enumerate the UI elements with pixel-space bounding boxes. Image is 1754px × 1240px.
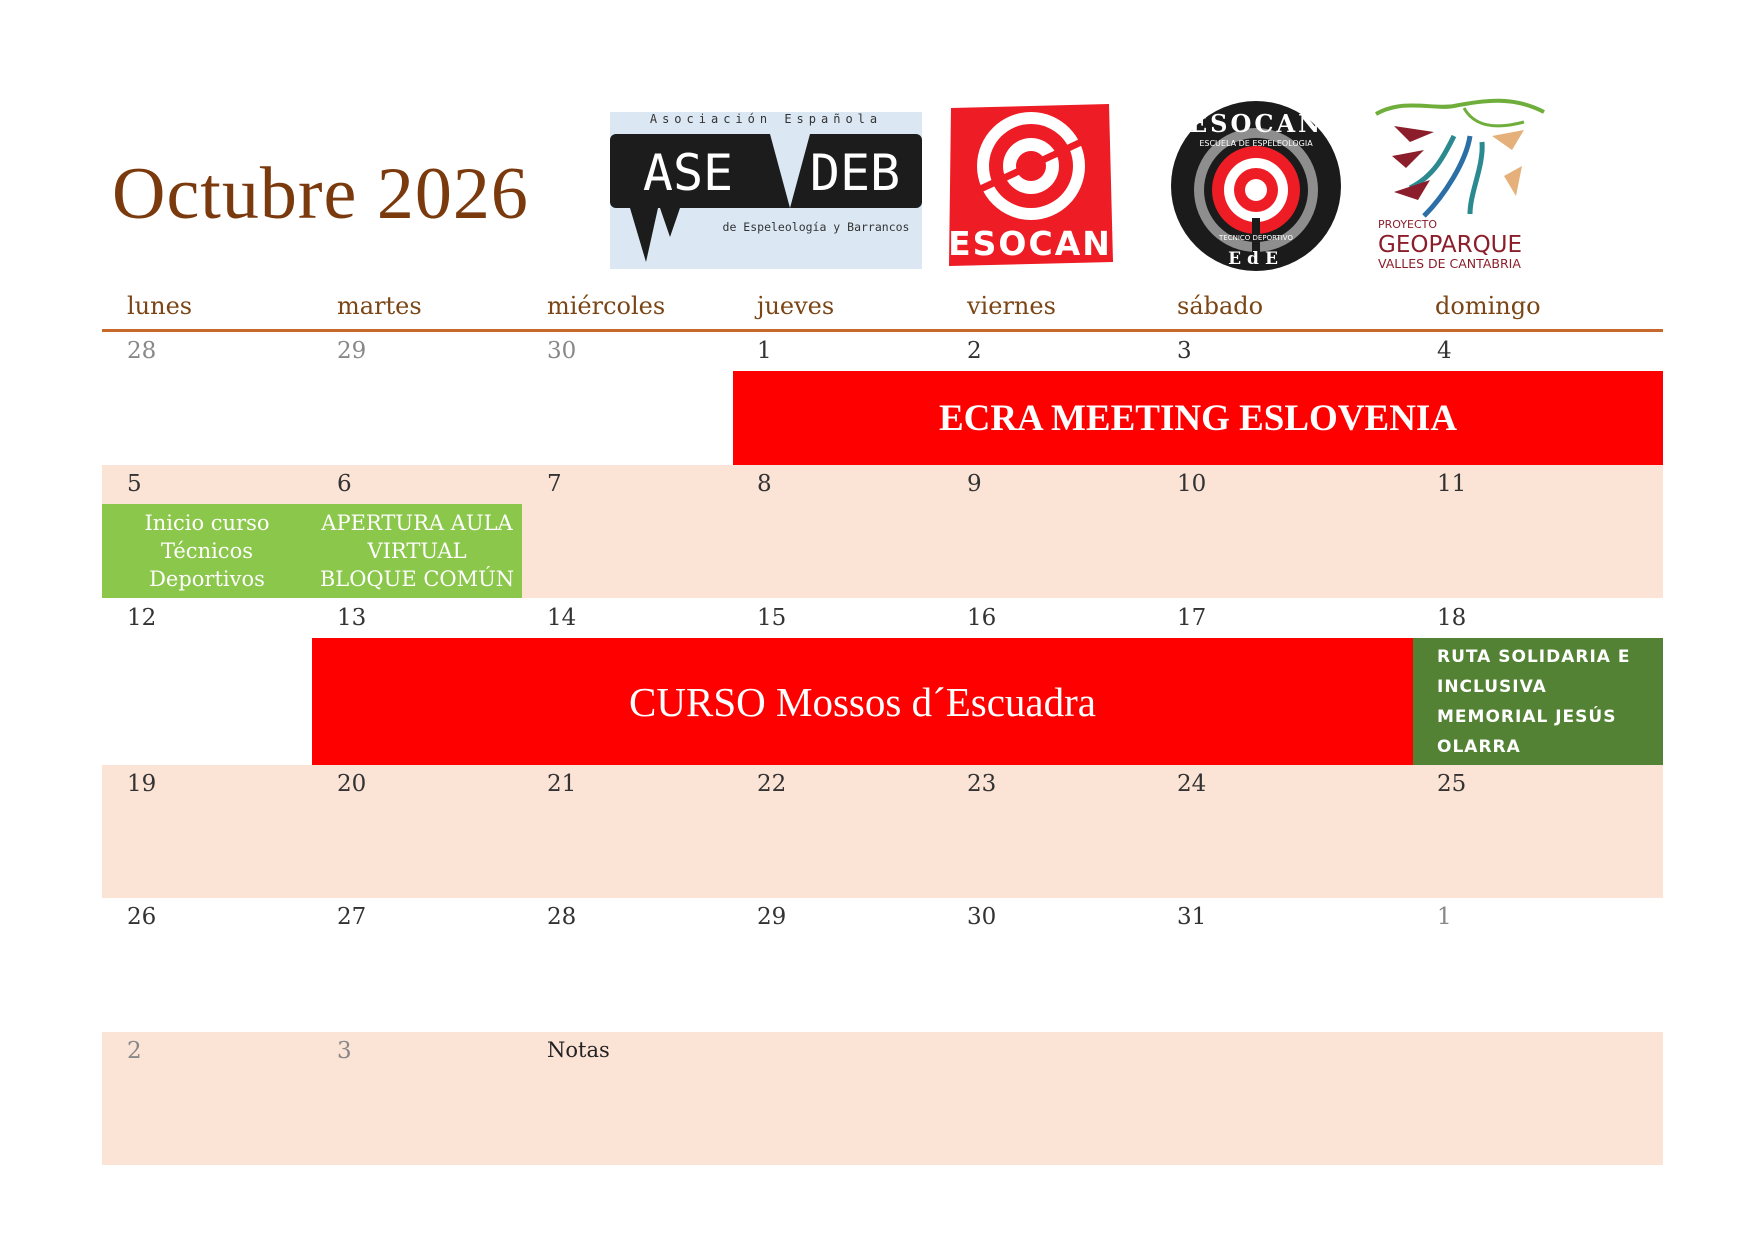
- day-number[interactable]: 6: [337, 471, 352, 497]
- esocan-ede-ring-top: ESCUELA DE ESPELEOLOGIA: [1199, 139, 1313, 148]
- header-rule: [102, 329, 1663, 332]
- day-number[interactable]: 3: [337, 1038, 352, 1064]
- day-number[interactable]: 4: [1437, 338, 1452, 364]
- day-number[interactable]: 27: [337, 904, 367, 930]
- day-number[interactable]: 11: [1437, 471, 1467, 497]
- weekday-header-viernes: viernes: [967, 292, 1056, 320]
- day-number[interactable]: 29: [337, 338, 367, 364]
- day-number[interactable]: 30: [547, 338, 577, 364]
- notes-label: Notas: [547, 1038, 610, 1062]
- weekday-header-miercoles: miércoles: [547, 292, 666, 320]
- weekday-header-martes: martes: [337, 292, 422, 320]
- asedeb-main-left: ASE: [642, 144, 734, 202]
- weekday-header-lunes: lunes: [127, 292, 193, 320]
- event-inicio-curso[interactable]: Inicio curso Técnicos Deportivos: [102, 504, 312, 598]
- day-number[interactable]: 14: [547, 605, 577, 631]
- weekday-header-domingo: domingo: [1435, 292, 1541, 320]
- day-number[interactable]: 24: [1177, 771, 1207, 797]
- day-number[interactable]: 31: [1177, 904, 1207, 930]
- day-number[interactable]: 18: [1437, 605, 1467, 631]
- day-number[interactable]: 15: [757, 605, 787, 631]
- day-number[interactable]: 17: [1177, 605, 1207, 631]
- day-number[interactable]: 22: [757, 771, 787, 797]
- day-number[interactable]: 12: [127, 605, 157, 631]
- day-number[interactable]: 2: [967, 338, 982, 364]
- day-number[interactable]: 8: [757, 471, 772, 497]
- asedeb-logo: [610, 112, 922, 269]
- geoparque-line3: VALLES DE CANTABRIA: [1378, 256, 1521, 271]
- day-number[interactable]: 30: [967, 904, 997, 930]
- asedeb-top-text: Asociación Española: [649, 112, 883, 126]
- event-ruta-solidaria[interactable]: RUTA SOLIDARIA E INCLUSIVA MEMORIAL JESÚS OLARRA: [1413, 638, 1663, 765]
- day-number[interactable]: 5: [127, 471, 142, 497]
- geoparque-line1: PROYECTO: [1378, 218, 1438, 231]
- calendar-title: Octubre 2026: [112, 153, 529, 235]
- event-ecra-meeting[interactable]: ECRA MEETING ESLOVENIA: [733, 371, 1663, 465]
- day-number[interactable]: 13: [337, 605, 367, 631]
- event-apertura-aula[interactable]: APERTURA AULA VIRTUAL BLOQUE COMÚN: [312, 504, 522, 598]
- day-number[interactable]: 25: [1437, 771, 1467, 797]
- esocan-ede-bottom-text: EdE: [1228, 249, 1284, 269]
- asedeb-sub-text: de Espeleología y Barrancos: [722, 220, 910, 234]
- day-number[interactable]: 19: [127, 771, 157, 797]
- day-number[interactable]: 1: [1437, 904, 1452, 930]
- day-number[interactable]: 3: [1177, 338, 1192, 364]
- asedeb-main-right: DEB: [809, 144, 901, 202]
- event-curso-mossos[interactable]: CURSO Mossos d´Escuadra: [312, 638, 1413, 765]
- day-number[interactable]: 1: [757, 338, 772, 364]
- day-number[interactable]: 20: [337, 771, 367, 797]
- weekday-header-sabado: sábado: [1177, 292, 1264, 320]
- esocan-ede-top-text: ESOCAN: [1188, 109, 1324, 138]
- day-number[interactable]: 23: [967, 771, 997, 797]
- day-number[interactable]: 26: [127, 904, 157, 930]
- geoparque-logo: [1374, 96, 1554, 274]
- day-number[interactable]: 2: [127, 1038, 142, 1064]
- esocan-logo: [945, 102, 1115, 269]
- geoparque-line2: GEOPARQUE: [1378, 232, 1523, 258]
- weekday-header-jueves: jueves: [757, 292, 835, 320]
- esocan-ede-logo: [1168, 100, 1344, 272]
- esocan-ede-ring-bottom: TECNICO DEPORTIVO: [1219, 234, 1293, 242]
- day-number[interactable]: 16: [967, 605, 997, 631]
- day-number[interactable]: 9: [967, 471, 982, 497]
- day-number[interactable]: 10: [1177, 471, 1207, 497]
- day-number[interactable]: 7: [547, 471, 562, 497]
- esocan-logo-text: ESOCAN: [948, 224, 1112, 263]
- day-number[interactable]: 29: [757, 904, 787, 930]
- day-number[interactable]: 28: [127, 338, 157, 364]
- day-number[interactable]: 21: [547, 771, 577, 797]
- day-number[interactable]: 28: [547, 904, 577, 930]
